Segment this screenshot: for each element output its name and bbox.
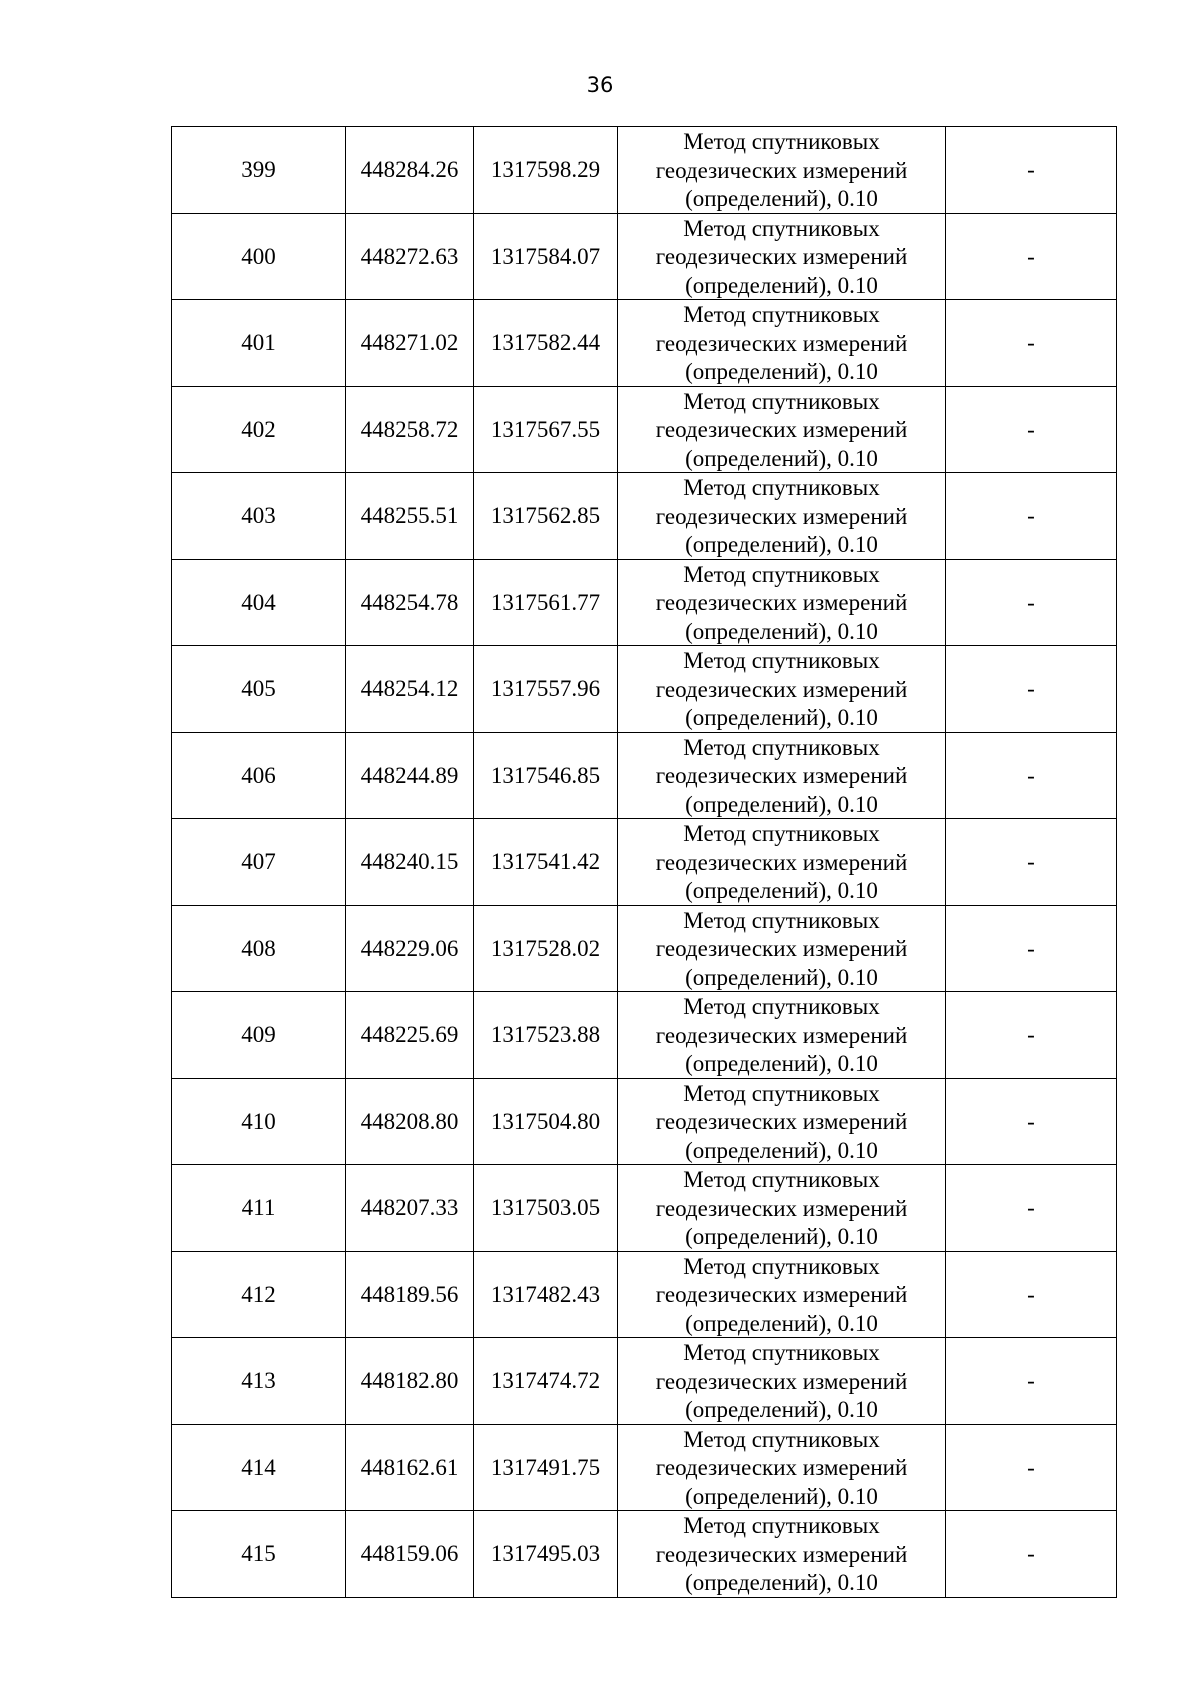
y-coordinate-cell: 1317582.44 [474, 300, 618, 387]
method-text-line: Метод спутниковых [683, 215, 880, 241]
method-text-line: (определений), 0.10 [685, 445, 878, 471]
method-cell [618, 1424, 946, 1511]
y-coordinate-cell: 1317504.80 [474, 1078, 618, 1165]
method-cell [618, 473, 946, 560]
method-text-line: Метод спутниковых [683, 907, 880, 933]
method-text-line: (определений), 0.10 [685, 1051, 878, 1076]
table-row [172, 127, 1117, 214]
method-cell [618, 300, 946, 387]
point-number-cell: 399 [172, 127, 346, 214]
note-cell: - [946, 646, 1117, 733]
method-text-line: (определений), 0.10 [685, 272, 878, 298]
method-cell [618, 1511, 946, 1598]
method-text-line: Метод спутниковых [683, 648, 880, 673]
x-coordinate-cell: 448254.78 [346, 559, 474, 646]
table-row [172, 1511, 1117, 1598]
method-text-line: геодезических измерений [655, 1109, 908, 1134]
note-cell: - [946, 1424, 1117, 1511]
method-text-line: Метод спутниковых [683, 561, 880, 587]
method-text-line: Метод спутниковых [683, 302, 880, 327]
x-coordinate-cell: 448244.89 [346, 732, 474, 819]
x-coordinate-cell: 448271.02 [346, 300, 474, 387]
method-text-line: геодезических измерений [655, 417, 908, 442]
method-text-line: геодезических измерений [655, 330, 908, 356]
y-coordinate-cell: 1317557.96 [474, 646, 618, 733]
note-cell: - [946, 1078, 1117, 1165]
method-text-line: геодезических измерений [655, 157, 908, 183]
method-text-line: (определений), 0.10 [685, 878, 878, 903]
method-text-line: (определений), 0.10 [685, 618, 878, 644]
x-coordinate-cell: 448208.80 [346, 1078, 474, 1165]
table-row [172, 559, 1117, 646]
point-number-cell: 406 [172, 732, 346, 819]
method-text-line: (определений), 0.10 [685, 532, 878, 557]
x-coordinate-cell: 448272.63 [346, 213, 474, 300]
method-text-line: геодезических измерений [655, 1282, 908, 1307]
method-text-line: Метод спутниковых [683, 129, 880, 154]
table-row [172, 473, 1117, 560]
y-coordinate-cell: 1317561.77 [474, 559, 618, 646]
note-cell: - [946, 1251, 1117, 1338]
y-coordinate-cell: 1317503.05 [474, 1165, 618, 1252]
table-row [172, 646, 1117, 733]
point-number-cell: 400 [172, 213, 346, 300]
method-text-line: (определений), 0.10 [685, 1397, 878, 1422]
method-text-line: геодезических измерений [655, 936, 908, 961]
y-coordinate-cell: 1317546.85 [474, 732, 618, 819]
y-coordinate-cell: 1317541.42 [474, 819, 618, 906]
table-row [172, 1078, 1117, 1165]
note-cell: - [946, 1165, 1117, 1252]
note-cell: - [946, 386, 1117, 473]
method-text-line: геодезических измерений [655, 503, 908, 529]
table-row [172, 300, 1117, 387]
x-coordinate-cell: 448240.15 [346, 819, 474, 906]
x-coordinate-cell: 448207.33 [346, 1165, 474, 1252]
note-cell: - [946, 732, 1117, 819]
method-cell [618, 559, 946, 646]
point-number-cell: 405 [172, 646, 346, 733]
y-coordinate-cell: 1317567.55 [474, 386, 618, 473]
y-coordinate-cell: 1317474.72 [474, 1338, 618, 1425]
point-number-cell: 412 [172, 1251, 346, 1338]
point-number-cell: 404 [172, 559, 346, 646]
method-text-line: (определений), 0.10 [685, 1310, 878, 1336]
table-row [172, 213, 1117, 300]
method-text-line: геодезических измерений [655, 590, 908, 615]
point-number-cell: 402 [172, 386, 346, 473]
method-text-line: Метод спутниковых [683, 1253, 880, 1279]
point-number-cell: 401 [172, 300, 346, 387]
method-text-line: (определений), 0.10 [685, 1570, 878, 1595]
method-text-line: Метод спутниковых [683, 1340, 880, 1365]
note-cell: - [946, 473, 1117, 560]
table-row [172, 905, 1117, 992]
page-number: 36 [586, 73, 614, 97]
point-number-cell: 403 [172, 473, 346, 560]
y-coordinate-cell: 1317598.29 [474, 127, 618, 214]
point-number-cell: 410 [172, 1078, 346, 1165]
note-cell: - [946, 819, 1117, 906]
method-text-line: Метод спутниковых [683, 1426, 880, 1452]
y-coordinate-cell: 1317482.43 [474, 1251, 618, 1338]
table-row [172, 1165, 1117, 1252]
method-text-line: Метод спутниковых [683, 1167, 880, 1192]
x-coordinate-cell: 448284.26 [346, 127, 474, 214]
method-text-line: Метод спутниковых [683, 1080, 880, 1106]
point-number-cell: 409 [172, 992, 346, 1079]
method-text-line: Метод спутниковых [683, 821, 880, 846]
point-number-cell: 415 [172, 1511, 346, 1598]
table-row [172, 386, 1117, 473]
table-row [172, 1251, 1117, 1338]
x-coordinate-cell: 448258.72 [346, 386, 474, 473]
method-text-line: (определений), 0.10 [685, 359, 878, 384]
method-cell [618, 905, 946, 992]
method-text-line: Метод спутниковых [683, 1513, 880, 1538]
note-cell: - [946, 213, 1117, 300]
note-cell: - [946, 905, 1117, 992]
method-text-line: (определений), 0.10 [685, 1224, 878, 1249]
x-coordinate-cell: 448162.61 [346, 1424, 474, 1511]
method-text-line: геодезических измерений [655, 1541, 908, 1567]
coordinates-table-body [172, 127, 1117, 1598]
method-text-line: (определений), 0.10 [685, 1483, 878, 1509]
method-cell [618, 819, 946, 906]
method-text-line: Метод спутниковых [683, 734, 880, 760]
method-text-line: (определений), 0.10 [685, 186, 878, 211]
table-row [172, 819, 1117, 906]
method-text-line: Метод спутниковых [683, 475, 880, 500]
method-cell [618, 127, 946, 214]
note-cell: - [946, 1338, 1117, 1425]
table-row [172, 1338, 1117, 1425]
method-cell [618, 992, 946, 1079]
point-number-cell: 408 [172, 905, 346, 992]
table-row [172, 1424, 1117, 1511]
y-coordinate-cell: 1317528.02 [474, 905, 618, 992]
note-cell: - [946, 300, 1117, 387]
note-cell: - [946, 1511, 1117, 1598]
x-coordinate-cell: 448159.06 [346, 1511, 474, 1598]
table-row [172, 992, 1117, 1079]
method-text-line: (определений), 0.10 [685, 964, 878, 990]
y-coordinate-cell: 1317523.88 [474, 992, 618, 1079]
y-coordinate-cell: 1317584.07 [474, 213, 618, 300]
y-coordinate-cell: 1317495.03 [474, 1511, 618, 1598]
method-text-line: геодезических измерений [655, 849, 908, 875]
method-text-line: (определений), 0.10 [685, 791, 878, 817]
x-coordinate-cell: 448182.80 [346, 1338, 474, 1425]
method-cell [618, 1165, 946, 1252]
method-text-line: геодезических измерений [655, 1022, 908, 1048]
method-text-line: Метод спутниковых [683, 994, 880, 1019]
method-text-line: Метод спутниковых [683, 388, 880, 414]
method-cell [618, 732, 946, 819]
point-number-cell: 414 [172, 1424, 346, 1511]
x-coordinate-cell: 448255.51 [346, 473, 474, 560]
method-text-line: (определений), 0.10 [685, 1137, 878, 1163]
x-coordinate-cell: 448189.56 [346, 1251, 474, 1338]
x-coordinate-cell: 448229.06 [346, 905, 474, 992]
method-text-line: геодезических измерений [655, 1368, 908, 1394]
note-cell: - [946, 127, 1117, 214]
method-text-line: геодезических измерений [655, 676, 908, 702]
coordinates-table [171, 126, 1117, 1598]
method-cell [618, 386, 946, 473]
point-number-cell: 411 [172, 1165, 346, 1252]
method-cell [618, 1078, 946, 1165]
method-text-line: геодезических измерений [655, 763, 908, 788]
x-coordinate-cell: 448254.12 [346, 646, 474, 733]
note-cell: - [946, 992, 1117, 1079]
method-cell [618, 213, 946, 300]
table-row [172, 732, 1117, 819]
method-text-line: геодезических измерений [655, 1195, 908, 1221]
note-cell: - [946, 559, 1117, 646]
point-number-cell: 407 [172, 819, 346, 906]
y-coordinate-cell: 1317491.75 [474, 1424, 618, 1511]
y-coordinate-cell: 1317562.85 [474, 473, 618, 560]
x-coordinate-cell: 448225.69 [346, 992, 474, 1079]
method-cell [618, 1251, 946, 1338]
method-cell [618, 1338, 946, 1425]
point-number-cell: 413 [172, 1338, 346, 1425]
method-text-line: геодезических измерений [655, 1455, 908, 1480]
method-text-line: (определений), 0.10 [685, 705, 878, 730]
method-text-line: геодезических измерений [655, 244, 908, 269]
method-cell [618, 646, 946, 733]
